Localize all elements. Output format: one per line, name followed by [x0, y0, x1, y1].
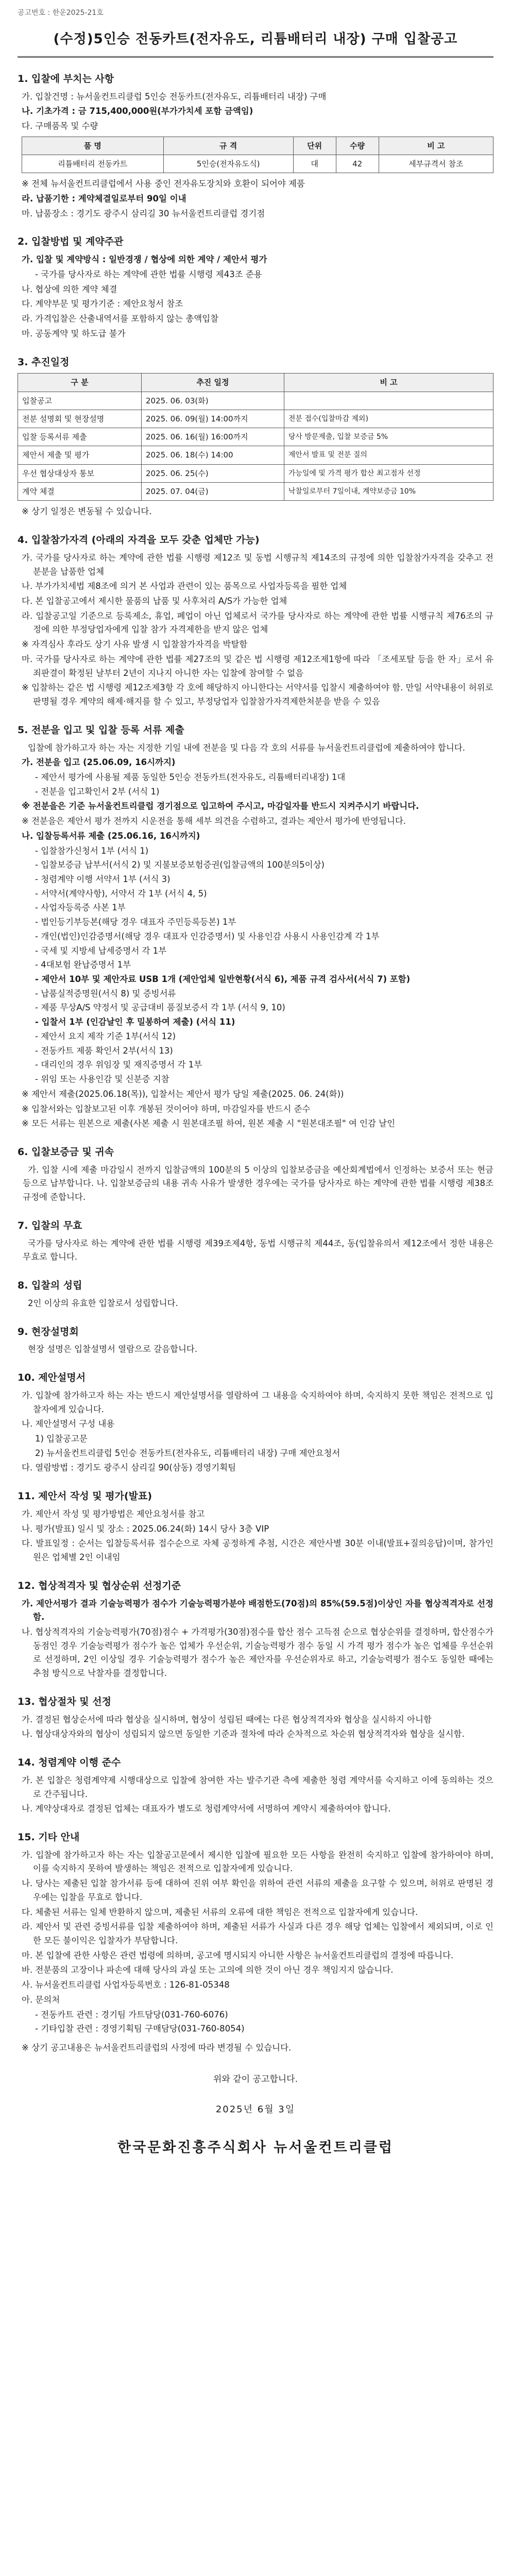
table-header: 규 격: [163, 137, 293, 155]
table-cell: 2025. 06. 09(월) 14:00까지: [141, 410, 284, 428]
section-heading: 10. 제안설명서: [18, 1372, 86, 1384]
section-heading: 5. 전분을 입고 및 입찰 등록 서류 제출: [18, 724, 184, 736]
section-heading: 14. 청렴계약 이행 준수: [18, 1757, 121, 1769]
list-item: 아. 문의처: [22, 1994, 60, 2005]
list-item: - 제안서 평가에 사용될 제품 동일한 5인승 전동카트(전자유도, 리튬배터리내장) 1대: [35, 772, 346, 782]
note: ※ 상기 일정은 변동될 수 있습니다.: [22, 506, 152, 517]
table-header: 단위: [293, 137, 336, 155]
list-item: 라. 가격입찰은 산출내역서를 포함하지 않는 총액입찰: [22, 314, 219, 324]
note: ※ 전체 뉴서울컨트리클럽에서 사용 중인 전자유도장치와 호환이 되어야 제품: [22, 179, 305, 189]
section-heading: 4. 입찰참가자격 (아래의 자격을 모두 갖춘 업체만 가능): [18, 534, 260, 546]
list-item: - 입찰서 1부 (인감날인 후 밀봉하여 제출) (서식 11): [35, 1017, 235, 1027]
paragraph: 국가를 당사자로 하는 계약에 관한 법률 시행령 제39조제4항, 동법 시행규칙 제44조, 동(입찰유의서 제12조에서 정한 내용은 무효로 합니다.: [23, 1238, 493, 1262]
list-item: - 제품 무상A/S 약정서 및 공급대비 품질보증서 각 1부 (서식 9, 10): [35, 1003, 285, 1013]
table-row: [18, 464, 493, 482]
section-integrity-contract: [18, 1755, 493, 1816]
list-item: - 위임 또는 사용인감 및 신분증 지참: [35, 1074, 169, 1084]
table-header: 추진 일정: [141, 374, 284, 392]
table-row: [18, 483, 493, 501]
list-item: - 제안서 요지 제작 기준 1부(서식 12): [35, 1031, 176, 1041]
list-item: - 제안서 10부 및 제안자료 USB 1개 (제안업체 일반현황(서식 6), 제품 규격 검사서(서식 7) 포함): [35, 974, 411, 985]
section-heading: 6. 입찰보증금 및 귀속: [18, 1146, 114, 1158]
section-heading: 7. 입찰의 무효: [18, 1219, 82, 1231]
list-item: 사. 뉴서울컨트리클럽 사업자등록번호 : 126-81-05348: [22, 1980, 230, 1990]
list-item: - 개인(법인)인감증명서(해당 경우 대표자 인감증명서) 및 사용인감 사용시 사용인감계 각 1부: [35, 931, 380, 941]
note: ※ 제안서 제출(2025.06.18(목)), 입찰서는 제안서 평가 당일 제출(2025. 06. 24(화)): [22, 1089, 344, 1099]
table-cell: 전분 접수(입찰마감 제외): [284, 410, 493, 428]
section-heading: 12. 협상적격자 및 협상순위 선정기준: [18, 1580, 181, 1591]
list-item: 나. 제안설명서 구성 내용: [22, 1419, 115, 1429]
list-item: 바. 전분품의 고장이나 파손에 대해 당사의 과실 또는 고의에 의한 것이 아닌 경우 책임지지 않습니다.: [22, 1965, 394, 1975]
table-cell: 낙찰일로부터 7일이내, 계약보증금 10%: [284, 483, 493, 501]
section-bidding-method: [18, 234, 493, 341]
schedule-table: [18, 373, 493, 501]
table-cell: 가능일에 및 가격 평가 합산 최고점자 선정: [284, 464, 493, 482]
list-item: 나. 부가가치세법 제8조에 의거 본 사업과 관련이 있는 품목으로 사업자등록을 필한 업체: [22, 581, 347, 591]
list-item: 가. 제안서평가 결과 기술능력평가 점수가 기술능력평가분야 배점한도(70점)의 85%(59.5점)이상인 자를 협상적격자로 선정함.: [22, 1598, 493, 1622]
list-item: - 전분을 입고확인서 2부 (서식 1): [35, 786, 160, 796]
list-item: 나. 협상적격자의 기술능력평가(70점)점수 + 가격평가(30점)점수를 합산 점수 고득점 순으로 협상순위를 결정하며, 합산점수가 동점인 경우 기술능력평가 점수가 높은 업체가 우선순위, 기술능력평가 점수 동일 시 가격 평가 점수가 높은 업체를 우선순위로 선정하며, 2인 이상일 경우 기술능력평가 점수가 높은 제안자를 우선순위자로 하고, 기술능력평가 점수도 동일한 때에는 추첨 방식으로 낙찰자를 결정합니다.: [22, 1626, 493, 1679]
section-eligibility: [18, 532, 493, 709]
list-item: 가. 국가를 당사자로 하는 계약에 관한 법률 시행령 제12조 및 동법 시행규칙 제14조의 규정에 의한 입찰참가자격을 갖추고 전분분을 납품한 업체: [22, 552, 493, 577]
document-title: (수정)5인승 전동카트(전자유도, 리튬배터리 내장) 구매 입찰공고: [18, 28, 493, 58]
purchase-items-table: [22, 137, 493, 174]
table-header-row: [18, 374, 493, 392]
notice-date: 2025년 6월 3일: [215, 2104, 296, 2115]
list-item: 다. 체출된 서류는 일체 반환하지 않으며, 제출된 서류의 오류에 대한 책임은 전적으로 입찰자에게 있습니다.: [22, 1907, 418, 1917]
closing-statement: 위와 같이 공고합니다.: [213, 2074, 298, 2084]
table-cell: 2025. 06. 03(화): [141, 392, 284, 410]
list-item: - 사업자등록증 사본 1부: [35, 903, 126, 913]
list-item: 나. 평가(발표) 일시 및 장소 : 2025.06.24(화) 14시 당사 3층 VIP: [22, 1523, 269, 1534]
list-item: 나. 기초가격 : 금 715,400,000원(부가가치세 포함 금액임): [22, 106, 253, 116]
list-item: 나. 협상에 의한 계약 체결: [22, 284, 117, 294]
list-item: 나. 계약상대자로 결정된 업체는 대표자가 별도로 청렴계약서에 서명하여 계약시 제출하여야 합니다.: [22, 1804, 391, 1814]
list-item: - 전동카트 제품 확인서 2부(서식 13): [35, 1045, 173, 1056]
note: ※ 모든 서류는 원본으로 제출(사본 제출 시 원본대조필 하여, 원본 제출 시 "원본대조필" 여 인감 날인: [22, 1118, 396, 1129]
list-item: 1) 입찰공고문: [35, 1433, 88, 1444]
table-header: 수량: [336, 137, 379, 155]
list-item: 다. 열람방법 : 경기도 광주시 삼리길 90(삼동) 경영기획팀: [22, 1463, 236, 1473]
list-item: 다. 계약부문 및 평가기준 : 제안요청서 참조: [22, 299, 183, 309]
section-heading: 2. 입찰방법 및 계약주관: [18, 236, 124, 248]
section-proposal-evaluation: [18, 1488, 493, 1565]
paragraph: 입찰에 참가하고자 하는 자는 지정한 기일 내에 전분을 및 다음 각 호의 서류를 뉴서울컨트리클럽에 제출하여야 합니다.: [28, 742, 465, 753]
section-bid-validity: [18, 1278, 493, 1310]
table-cell: 2025. 06. 16(월) 16:00까지: [141, 428, 284, 446]
note: ※ 입찰서와는 입찰보고된 이후 개봉된 것이어야 하며, 마감일자를 반드시 준수: [22, 1104, 311, 1114]
table-cell: 리튬배터리 전동카트: [22, 155, 164, 173]
list-item: 가. 전분을 입고 (25.06.09, 16시까지): [22, 757, 176, 768]
list-item: - 국세 및 지방세 납세증명서 각 1부: [35, 945, 167, 956]
table-header: 품 명: [22, 137, 164, 155]
section-invalid-bids: [18, 1218, 493, 1264]
list-item: 가. 입찰에 참가하고자 하는 자는 입찰공고문에서 제시한 입찰에 필요한 모든 사항을 완전히 숙지하고 입찰에 참가하여야 하며, 이를 숙지하지 못하여 발생하는 책임은 전적으로 입찰자에게 있습니다.: [22, 1850, 493, 1874]
section-sample-and-documents: [18, 722, 493, 1131]
list-item: 가. 제안서 작성 및 평가방법은 제안요청서를 참고: [22, 1509, 205, 1519]
notice-number: 공고번호 : 한운2025-21호: [18, 9, 104, 17]
section-heading: 8. 입찰의 성립: [18, 1280, 82, 1292]
table-row: [18, 428, 493, 446]
section-proposal-guide: [18, 1370, 493, 1475]
table-header-row: [22, 137, 493, 155]
list-item: - 4대보험 완납증명서 1부: [35, 960, 131, 970]
list-item: 다. 발표일정 : 순서는 입찰등록서류 접수순으로 자체 공정하게 추첨, 시간은 제안사별 30분 이내(발표+질의응답)이며, 참가인원은 업체별 2인 이내임: [22, 1538, 493, 1563]
paragraph: 2인 이상의 유효한 입찰로서 성립합니다.: [28, 1298, 178, 1308]
table-header: 구 분: [18, 374, 142, 392]
list-item: 가. 입찰에 참가하고자 하는 자는 반드시 제안설명서를 열람하여 그 내용을 숙지하여야 하며, 숙지하지 못한 책임은 전적으로 입찰자에게 있습니다.: [22, 1390, 493, 1414]
table-cell: 대: [293, 155, 336, 173]
section-negotiation-criteria: [18, 1578, 493, 1681]
list-item: 라. 제안서 및 관련 증빙서류를 입찰 제출하여야 하며, 제출된 서류가 사실과 다른 경우 해당 업체는 입찰에서 제외되며, 이로 인한 모든 불이익은 입찰자가 부담합니다.: [22, 1922, 493, 1946]
table-cell: 세부규격서 참조: [379, 155, 493, 173]
table-row: [18, 410, 493, 428]
table-cell: [284, 392, 493, 410]
table-cell: 계약 체결: [18, 483, 142, 501]
table-cell: 2025. 06. 25(수): [141, 464, 284, 482]
table-row: [18, 446, 493, 464]
section-bid-bond: [18, 1144, 493, 1205]
list-item: - 입찰보증금 납부서(서식 2) 및 지불보증보험증권(입찰금액의 100분의5이상): [35, 860, 325, 870]
section-schedule: [18, 354, 493, 519]
table-header: 비 고: [284, 374, 493, 392]
table-cell: 제안서 제출 및 평가: [18, 446, 142, 464]
list-item: - 대리인의 경우 위임장 및 재직증명서 각 1부: [35, 1060, 202, 1070]
section-negotiation-procedure: [18, 1694, 493, 1741]
note: ※ 자격심사 후라도 상기 사유 발생 시 입찰참가자격을 박탈함: [22, 639, 248, 650]
table-row: [18, 392, 493, 410]
note: ※ 입찰하는 같은 법 시행령 제12조제3항 각 호에 해당하지 아니한다는 서약서를 입찰시 제출하여야 함. 만일 서약내용이 허위로 판명될 경우 계약의 해제·해지를 할 수 있고, 부정당업자 입찰참가자격제한처분을 받을 수 있음: [22, 683, 493, 707]
list-item: - 법인등기부등본(해당 경우 대표자 주민등록등본) 1부: [35, 917, 236, 927]
list-item: 마. 납품장소 : 경기도 광주시 삼리길 30 뉴서울컨트리클럽 경기점: [22, 208, 265, 218]
list-item: 다. 본 입찰공고에서 제시한 물품의 납품 및 사후처리 A/S가 가능한 업체: [22, 596, 287, 606]
list-item: 나. 당사는 제출된 입찰 참가서류 등에 대하여 진위 여부 확인을 위하여 관련 서류의 제출을 요구할 수 있으며, 허위로 판명된 경우에는 입찰을 무효로 합니다.: [22, 1878, 493, 1902]
section-other-notes: [18, 1829, 493, 2055]
list-item: 다. 구매품목 및 수량: [22, 121, 98, 131]
list-item: 라. 납품기한 : 계약체결일로부터 90일 이내: [22, 194, 186, 204]
list-item: 가. 본 입찰은 청렴계약제 시행대상으로 입찰에 참여한 자는 발주기관 측에 제출한 청렴 계약서를 숙지하고 이에 동의하는 것으로 간주됩니다.: [22, 1775, 493, 1799]
paragraph: 현장 설명은 입찰설명서 열람으로 갈음합니다.: [28, 1344, 198, 1354]
note: ※ 전분을은 기준 뉴서울컨트리클럽 경기점으로 입고하여 주시고, 마감일자를 반드시 지켜주시기 바랍니다.: [22, 801, 419, 811]
table-cell: 42: [336, 155, 379, 173]
list-item: 가. 결정된 협상순서에 따라 협상을 실시하며, 협상이 성립된 때에는 다른 협상적격자와 협상을 실시하지 아니함: [22, 1714, 432, 1724]
list-item: 가. 입찰건명 : 뉴서울컨트리클럽 5인승 전동카트(전자유도, 리튬배터리 내장) 구매: [22, 91, 327, 101]
section-heading: 1. 입찰에 부치는 사항: [18, 73, 114, 84]
table-header: 비 고: [379, 137, 493, 155]
list-item: - 전동카트 관련 : 경기팀 가트담당(031-760-6076): [35, 2009, 228, 2020]
list-item: 마. 공동계약 및 하도급 불가: [22, 328, 126, 338]
note: ※ 전분을은 제안서 평가 전까지 시운전을 통해 세부 의견을 수렴하고, 결과는 제안서 평가에 반영됩니다.: [22, 816, 406, 826]
list-item: 마. 국가를 당사자로 하는 계약에 관한 법률 제27조의 및 같은 법 시행령 제12조제1항에 따라 「조세포탈 등을 한 자」로서 유죄판결이 확정된 날부터 2년이 지나지 아니한 자는 입찰에 참여할 수 없음: [22, 654, 493, 678]
organization-name: 한국문화진흥주식회사 뉴서울컨트리클럽: [117, 2140, 394, 2156]
list-item: - 국가를 당사자로 하는 계약에 관한 법률 시행령 제43조 준용: [35, 269, 262, 279]
list-item: - 기타입찰 관련 : 경영기획팀 구매담당(031-760-8054): [35, 2024, 245, 2034]
table-cell: 5인승(전자유도식): [163, 155, 293, 173]
section-site-briefing: [18, 1324, 493, 1357]
table-cell: 2025. 06. 18(수) 14:00: [141, 446, 284, 464]
table-cell: 우선 협상대상자 통보: [18, 464, 142, 482]
table-cell: 당사 방문제출, 입찰 보증금 5%: [284, 428, 493, 446]
table-cell: 입찰공고: [18, 392, 142, 410]
list-item: 나. 입찰등록서류 제출 (25.06.16, 16시까지): [22, 831, 200, 841]
table-row: [22, 155, 493, 173]
section-heading: 15. 기타 안내: [18, 1831, 80, 1843]
list-item: 2) 뉴서울컨트리클럽 5인승 전동카트(전자유도, 리튬배터리 내장) 구매 제안요청서: [35, 1448, 340, 1458]
list-item: 마. 본 입찰에 관한 사항은 관련 법령에 의하며, 공고에 명시되지 아니한 사항은 뉴서울컨트리클럽의 결정에 따릅니다.: [22, 1950, 454, 1960]
list-item: - 납품실적증명원(서식 8) 및 증빙서류: [35, 988, 176, 998]
list-item: 라. 입찰공고일 기준으로 등록제소, 휴업, 폐업이 아닌 업체로서 국가를 당사자로 하는 계약에 관한 법률 시행규칙 제76조의 규정에 의한 부정당업자에게 입찰 참가 자격제한을 받지 않은 업체: [22, 611, 493, 635]
list-item: 나. 협상대상자와의 협상이 성립되지 않으면 동일한 기준과 절차에 따라 순차적으로 차순위 협상적격자와 협상을 실시함.: [22, 1729, 465, 1739]
section-heading: 9. 현장설명회: [18, 1326, 79, 1337]
note: ※ 상기 공고내용은 뉴서울컨트리클럽의 사정에 따라 변경될 수 있습니다.: [22, 2043, 292, 2053]
section-purchase-items: [18, 71, 493, 221]
section-heading: 13. 협상절차 및 선정: [18, 1696, 111, 1707]
table-cell: 2025. 07. 04(금): [141, 483, 284, 501]
list-item: 가. 입찰 및 계약방식 : 일반경쟁 / 협상에 의한 계약 / 제안서 평가: [22, 255, 267, 265]
list-item: - 청렴계약 이행 서약서 1부 (서식 3): [35, 874, 171, 884]
list-item: - 입찰참가신청서 1부 (서식 1): [35, 845, 149, 856]
table-cell: 제안서 발표 및 전분 질의: [284, 446, 493, 464]
section-heading: 11. 제안서 작성 및 평가(발표): [18, 1490, 152, 1502]
table-cell: 전분 설명회 및 현장설명: [18, 410, 142, 428]
section-heading: 3. 추진일정: [18, 356, 70, 368]
table-cell: 입찰 등록서류 제출: [18, 428, 142, 446]
paragraph: 가. 입찰 시에 제출 마감일시 전까지 입찰금액의 100분의 5 이상의 입찰보증금을 예산회계법에서 인정하는 보증서 또는 현금 등으로 납부합니다. 나. 입찰보증금의 내용 귀속 사유가 발생한 경우에는 국가를 당사자로 하는 계약에 관한 법률 시행령 제38조 규정에 준합니다.: [23, 1164, 493, 1202]
list-item: - 서약서(계약사항), 서약서 각 1부 (서식 4, 5): [35, 888, 207, 899]
